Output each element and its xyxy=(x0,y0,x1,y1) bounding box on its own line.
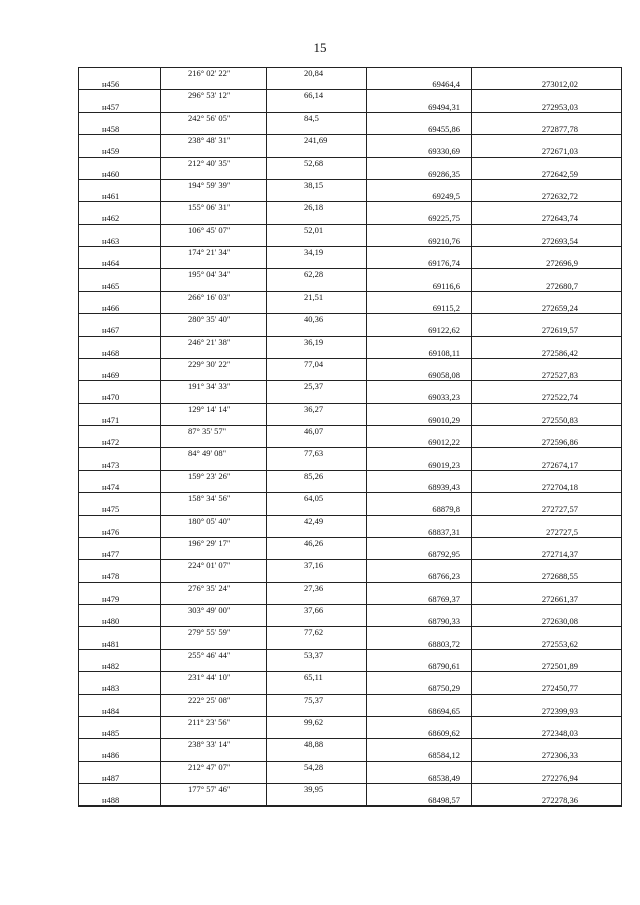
segment-row xyxy=(78,68,622,79)
segment-angle: 84° 49' 08" xyxy=(188,448,227,459)
segment-distance: 46,26 xyxy=(304,537,324,548)
point-name: н487 xyxy=(102,772,120,783)
segment-distance: 25,37 xyxy=(304,381,324,392)
coordinate-x: 69210,76 xyxy=(428,235,460,246)
coordinate-y: 272696,9 xyxy=(546,258,578,269)
segment-row xyxy=(78,158,622,169)
coordinate-y: 272619,57 xyxy=(541,325,578,336)
segment-distance: 77,62 xyxy=(304,627,324,638)
point-name: н459 xyxy=(102,146,120,157)
coordinate-x: 69033,23 xyxy=(428,392,460,403)
coordinate-x: 69058,08 xyxy=(428,370,460,381)
coordinate-x: 68837,31 xyxy=(428,526,460,537)
segment-row xyxy=(78,717,622,728)
coordinate-x: 69116,6 xyxy=(432,280,460,291)
coordinate-y: 272399,93 xyxy=(541,705,578,716)
coordinate-y: 273012,02 xyxy=(541,79,578,90)
segment-distance: 46,07 xyxy=(304,426,324,436)
segment-angle: 180° 05' 40" xyxy=(188,515,231,526)
segment-row xyxy=(78,516,622,527)
segment-angle: 155° 06' 31" xyxy=(188,202,231,213)
segment-distance: 54,28 xyxy=(304,761,324,772)
point-name: н475 xyxy=(102,504,120,515)
table-row xyxy=(78,348,622,359)
segment-distance: 77,04 xyxy=(304,358,324,369)
segment-distance: 53,37 xyxy=(304,649,324,660)
segment-distance: 52,68 xyxy=(304,157,324,168)
segment-distance: 77,63 xyxy=(304,448,324,459)
coordinate-x: 68790,33 xyxy=(428,616,460,627)
point-name: н488 xyxy=(102,795,120,806)
table-row xyxy=(78,639,622,650)
segment-distance: 34,19 xyxy=(304,247,324,257)
coordinate-x: 69115,2 xyxy=(432,302,460,313)
segment-distance: 62,28 xyxy=(304,269,324,280)
segment-row xyxy=(78,180,622,191)
page-number: 15 xyxy=(313,40,327,55)
segment-distance: 37,66 xyxy=(304,605,324,615)
coordinate-x: 69286,35 xyxy=(428,168,460,179)
segment-row xyxy=(78,314,622,325)
point-name: н464 xyxy=(102,258,120,269)
coordinate-x: 68803,72 xyxy=(428,638,460,649)
coordinate-x: 68792,95 xyxy=(428,549,460,560)
segment-row xyxy=(78,471,622,482)
point-name: н466 xyxy=(102,302,120,313)
coordinate-x: 68498,57 xyxy=(428,795,460,806)
coordinate-x: 69455,86 xyxy=(428,123,460,134)
segment-distance: 64,05 xyxy=(304,493,324,504)
segment-distance: 42,49 xyxy=(304,515,324,526)
segment-angle: 212° 47' 07" xyxy=(188,761,231,772)
point-name: н474 xyxy=(102,481,120,492)
coordinate-x: 68750,29 xyxy=(428,683,460,694)
table-row xyxy=(78,437,622,448)
segment-distance: 241,69 xyxy=(304,135,328,146)
point-name: н456 xyxy=(102,79,120,90)
coordinate-x: 68694,65 xyxy=(428,705,460,716)
coordinate-y: 272674,17 xyxy=(541,459,578,470)
point-name: н469 xyxy=(102,370,120,381)
segment-angle: 238° 33' 14" xyxy=(188,739,231,750)
segment-angle: 246° 21' 38" xyxy=(188,336,231,347)
table-row xyxy=(78,303,622,314)
segment-row xyxy=(78,784,622,795)
coordinate-y: 272630,08 xyxy=(541,616,578,627)
segment-row xyxy=(78,381,622,392)
coordinate-y: 272276,94 xyxy=(541,772,578,783)
coordinate-y: 272671,03 xyxy=(541,146,578,157)
point-name: н477 xyxy=(102,549,120,560)
coordinate-y: 272642,59 xyxy=(541,168,578,179)
segment-angle: 242° 56' 05" xyxy=(188,112,231,123)
segment-row xyxy=(78,225,622,236)
segment-distance: 66,14 xyxy=(304,90,324,101)
segment-distance: 99,62 xyxy=(304,716,324,727)
coordinate-x: 69122,62 xyxy=(428,325,460,336)
table-row xyxy=(78,750,622,761)
coordinate-x: 69019,23 xyxy=(428,459,460,470)
coordinate-y: 272586,42 xyxy=(541,347,578,358)
coordinate-y: 272632,72 xyxy=(541,191,578,202)
segment-row xyxy=(78,113,622,124)
segment-row xyxy=(78,202,622,213)
coordinate-y: 272522,74 xyxy=(541,392,578,403)
coordinate-x: 68584,12 xyxy=(428,750,460,761)
segment-angle: 211° 23' 56" xyxy=(188,716,231,727)
coordinate-x: 69176,74 xyxy=(428,258,460,269)
coordinate-y: 272688,55 xyxy=(541,571,578,582)
point-name: н465 xyxy=(102,280,120,291)
coordinate-x: 69494,31 xyxy=(428,101,460,112)
table-row xyxy=(78,191,622,202)
segment-row xyxy=(78,404,622,415)
point-name: н480 xyxy=(102,616,120,627)
coordinate-y: 272661,37 xyxy=(541,593,578,604)
segment-row xyxy=(78,650,622,661)
table-row xyxy=(78,79,622,90)
table-row xyxy=(78,281,622,292)
segment-angle: 280° 35' 40" xyxy=(188,314,231,325)
segment-row xyxy=(78,448,622,459)
segment-angle: 222° 25' 08" xyxy=(188,694,231,705)
coordinate-x: 69108,11 xyxy=(428,347,460,358)
coordinate-y: 272596,86 xyxy=(541,437,578,448)
coordinate-x: 69249,5 xyxy=(432,191,460,202)
table-row xyxy=(78,146,622,157)
table-row xyxy=(78,616,622,627)
segment-row xyxy=(78,135,622,146)
segment-distance: 85,26 xyxy=(304,470,324,481)
segment-distance: 75,37 xyxy=(304,694,324,705)
table-row xyxy=(78,370,622,381)
point-name: н457 xyxy=(102,101,120,112)
coordinate-y: 272680,7 xyxy=(546,280,578,291)
segment-distance: 48,88 xyxy=(304,739,324,750)
table-row xyxy=(78,661,622,672)
point-name: н476 xyxy=(102,526,120,537)
segment-row xyxy=(78,560,622,571)
coordinate-x: 68538,49 xyxy=(428,772,460,783)
segment-angle: 129° 14' 14" xyxy=(188,403,231,414)
segment-row xyxy=(78,672,622,683)
coordinate-y: 272727,5 xyxy=(546,526,578,537)
segment-row xyxy=(78,627,622,638)
segment-angle: 266° 16' 03" xyxy=(188,291,231,302)
segment-angle: 87° 35' 57" xyxy=(188,426,227,436)
segment-distance: 27,36 xyxy=(304,582,324,593)
point-name: н485 xyxy=(102,728,120,739)
coordinate-y: 272704,18 xyxy=(541,481,578,492)
coordinate-y: 272643,74 xyxy=(541,213,578,224)
segment-row xyxy=(78,90,622,101)
segment-row xyxy=(78,493,622,504)
coordinates-table xyxy=(78,67,622,807)
table-row xyxy=(78,482,622,493)
table-row xyxy=(78,795,622,806)
segment-angle: 191° 34' 33" xyxy=(188,381,231,392)
table-row xyxy=(78,527,622,538)
coordinate-y: 272659,24 xyxy=(541,302,578,313)
coordinate-y: 272693,54 xyxy=(541,235,578,246)
table-row xyxy=(78,683,622,694)
coordinate-y: 272714,37 xyxy=(541,549,578,560)
table-body xyxy=(78,79,622,806)
table-row xyxy=(78,728,622,739)
point-name: н467 xyxy=(102,325,120,336)
table-row xyxy=(78,258,622,269)
coordinate-y: 272501,89 xyxy=(541,660,578,671)
coordinate-x: 68939,43 xyxy=(428,481,460,492)
table-row xyxy=(78,213,622,224)
segment-angle: 255° 46' 44" xyxy=(188,649,231,660)
segment-angle: 238° 48' 31" xyxy=(188,135,231,146)
segment-distance: 20,84 xyxy=(304,68,324,78)
table-row xyxy=(78,460,622,471)
coordinate-x: 68879,8 xyxy=(432,504,460,515)
segment-distance: 84,5 xyxy=(304,112,319,123)
point-name: н471 xyxy=(102,414,120,425)
point-name: н472 xyxy=(102,437,120,448)
coordinate-y: 272727,57 xyxy=(541,504,578,515)
segment-angle: 216° 02' 22" xyxy=(188,68,231,78)
segment-row xyxy=(78,337,622,348)
coordinate-x: 69010,29 xyxy=(428,414,460,425)
segment-angle: 106° 45' 07" xyxy=(188,224,231,235)
segment-angle: 296° 53' 12" xyxy=(188,90,231,101)
segment-angle: 303° 49' 00" xyxy=(188,605,231,615)
table-row xyxy=(78,124,622,135)
coordinate-x: 68766,23 xyxy=(428,571,460,582)
table-row xyxy=(78,706,622,717)
point-name: н461 xyxy=(102,191,120,202)
point-name: н483 xyxy=(102,683,120,694)
segment-angle: 279° 55' 59" xyxy=(188,627,231,638)
segment-row xyxy=(78,695,622,706)
point-name: н462 xyxy=(102,213,120,224)
point-name: н473 xyxy=(102,459,120,470)
table-row xyxy=(78,594,622,605)
segment-angle: 276° 35' 24" xyxy=(188,582,231,593)
coordinate-x: 68790,61 xyxy=(428,660,460,671)
segment-row xyxy=(78,583,622,594)
segment-angle: 196° 29' 17" xyxy=(188,537,231,548)
table-row xyxy=(78,415,622,426)
segment-angle: 159° 23' 26" xyxy=(188,470,231,481)
segment-angle: 212° 40' 35" xyxy=(188,157,231,168)
segment-angle: 195° 04' 34" xyxy=(188,269,231,280)
point-name: н470 xyxy=(102,392,120,403)
segment-angle: 174° 21' 34" xyxy=(188,247,231,257)
segment-distance: 39,95 xyxy=(304,784,324,794)
coordinate-x: 69225,75 xyxy=(428,213,460,224)
table-row xyxy=(78,504,622,515)
table-row xyxy=(78,392,622,403)
table-row xyxy=(78,773,622,784)
segment-distance: 38,15 xyxy=(304,179,324,190)
segment-row xyxy=(78,269,622,280)
segment-angle: 177° 57' 46" xyxy=(188,784,231,794)
coordinate-y: 272527,83 xyxy=(541,370,578,381)
coordinate-x: 69012,22 xyxy=(428,437,460,448)
coordinate-y: 272278,36 xyxy=(541,795,578,806)
segment-row xyxy=(78,605,622,616)
segment-row xyxy=(78,292,622,303)
table-row xyxy=(78,325,622,336)
point-name: н486 xyxy=(102,750,120,761)
coordinate-x: 68609,62 xyxy=(428,728,460,739)
coordinate-y: 272306,33 xyxy=(541,750,578,761)
point-name: н463 xyxy=(102,235,120,246)
segment-distance: 65,11 xyxy=(304,672,323,683)
segment-row xyxy=(78,359,622,370)
point-name: н484 xyxy=(102,705,120,716)
table-row xyxy=(78,571,622,582)
coordinate-y: 272550,83 xyxy=(541,414,578,425)
segment-distance: 40,36 xyxy=(304,314,324,325)
segment-angle: 231° 44' 10" xyxy=(188,672,231,683)
point-name: н482 xyxy=(102,660,120,671)
point-name: н481 xyxy=(102,638,120,649)
coordinate-x: 69330,69 xyxy=(428,146,460,157)
segment-distance: 21,51 xyxy=(304,291,324,302)
coordinate-y: 272348,03 xyxy=(541,728,578,739)
segment-distance: 36,27 xyxy=(304,403,324,414)
segment-angle: 224° 01' 07" xyxy=(188,560,231,571)
coordinate-x: 68769,37 xyxy=(428,593,460,604)
segment-distance: 37,16 xyxy=(304,560,324,571)
segment-distance: 26,18 xyxy=(304,202,324,213)
point-name: н468 xyxy=(102,347,120,358)
segment-angle: 158° 34' 56" xyxy=(188,493,231,504)
point-name: н460 xyxy=(102,168,120,179)
point-name: н479 xyxy=(102,593,120,604)
segment-distance: 36,19 xyxy=(304,336,324,347)
segment-row xyxy=(78,247,622,258)
segment-angle: 229° 30' 22" xyxy=(188,358,231,369)
point-name: н458 xyxy=(102,123,120,134)
coordinate-y: 272553,62 xyxy=(541,638,578,649)
coordinate-y: 272877,78 xyxy=(541,123,578,134)
table-row xyxy=(78,102,622,113)
table-row xyxy=(78,169,622,180)
segment-row xyxy=(78,538,622,549)
table-row xyxy=(78,236,622,247)
coordinate-y: 272953,03 xyxy=(541,101,578,112)
segment-row xyxy=(78,762,622,773)
segment-angle: 194° 59' 39" xyxy=(188,179,231,190)
coordinate-x: 69464,4 xyxy=(432,79,460,90)
segment-row xyxy=(78,739,622,750)
table-row xyxy=(78,549,622,560)
segment-distance: 52,01 xyxy=(304,224,324,235)
coordinate-y: 272450,77 xyxy=(541,683,578,694)
point-name: н478 xyxy=(102,571,120,582)
segment-row xyxy=(78,426,622,437)
